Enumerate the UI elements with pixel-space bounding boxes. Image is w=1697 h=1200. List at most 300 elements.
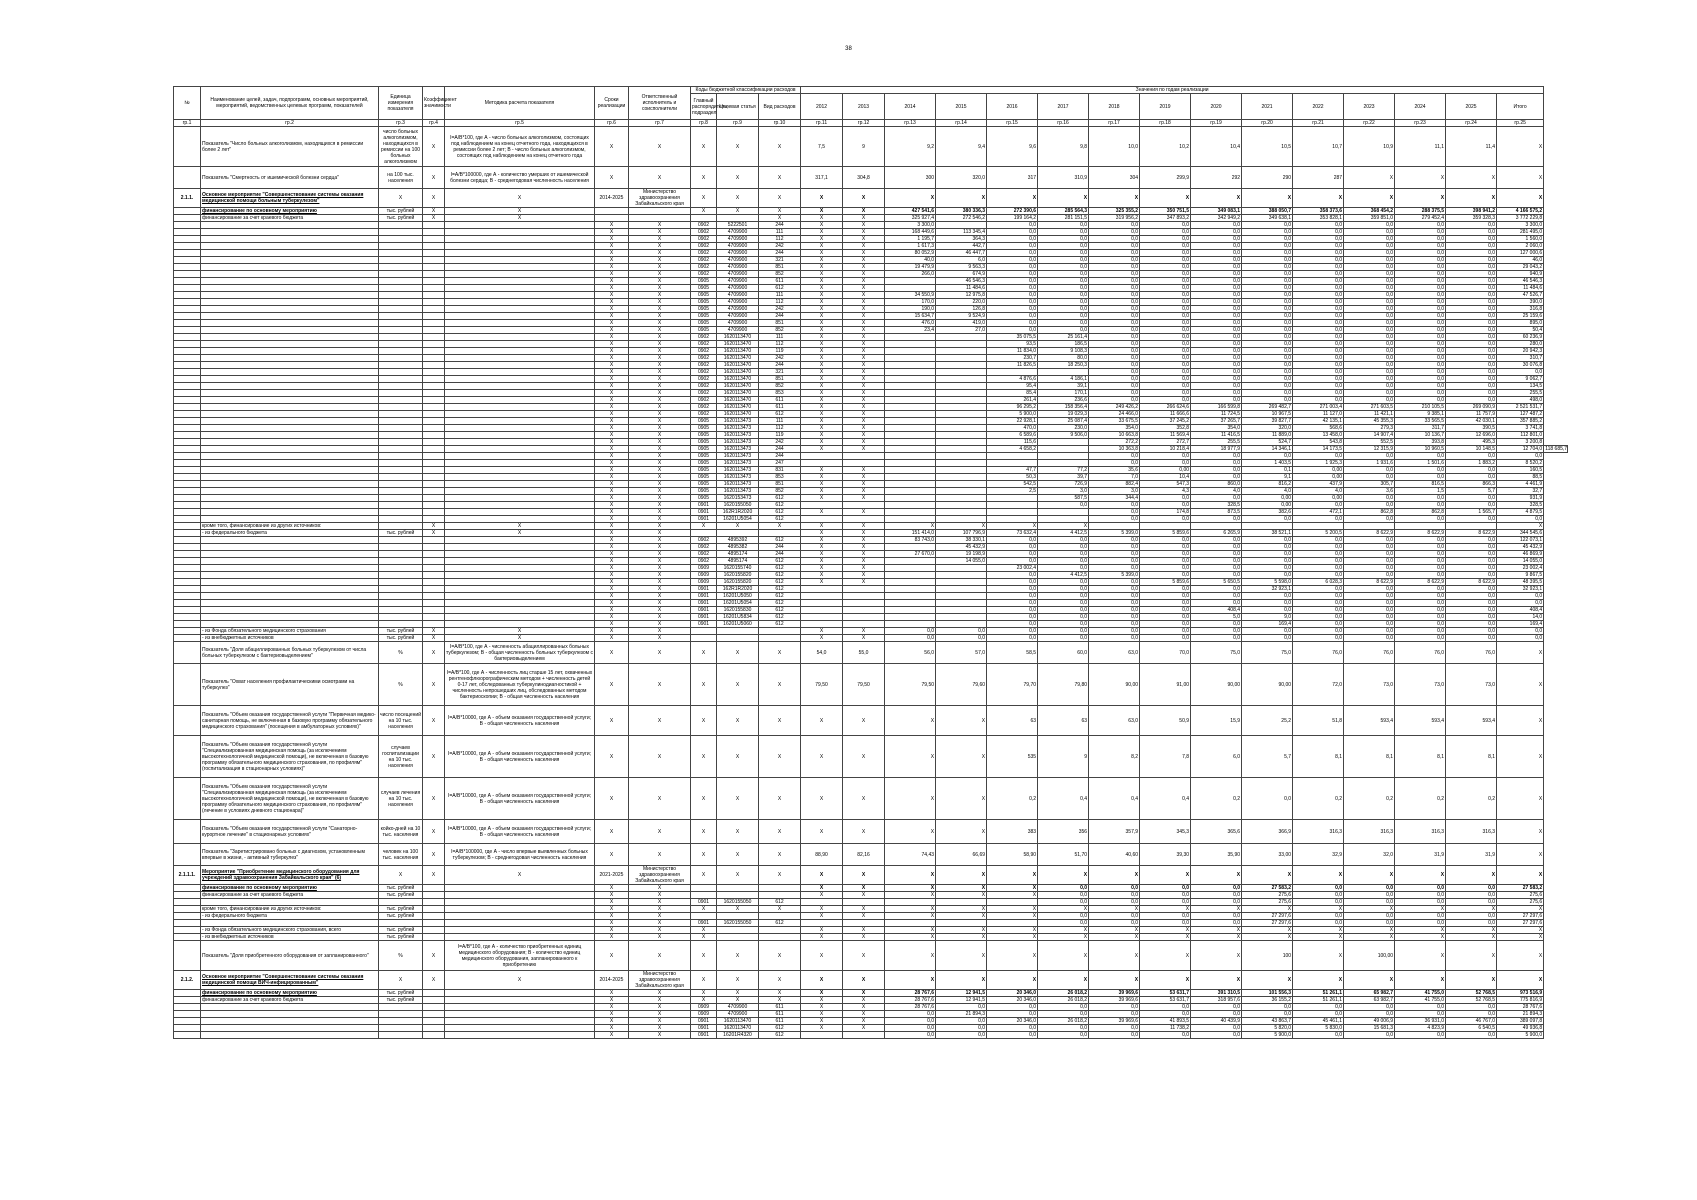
- row-empty: [174, 334, 201, 341]
- row-value: [885, 579, 936, 586]
- row-value: X: [843, 572, 885, 579]
- row-kbk-grbs: [691, 635, 717, 642]
- row-value: 4 166 575,2: [1497, 208, 1544, 215]
- row-kbk-csr: 5222501: [717, 222, 759, 229]
- row-kbk-vr: X: [759, 971, 801, 990]
- row-value: [885, 418, 936, 425]
- row-name: финансирование по основному мероприятию: [201, 990, 379, 997]
- row-method: [445, 250, 595, 257]
- row-value: 9 108,3: [1038, 348, 1089, 355]
- row-value: 12 696,0: [1446, 432, 1497, 439]
- row-value: 0,4: [1089, 778, 1140, 820]
- row-value: 0,0: [1038, 600, 1089, 607]
- row-value: 0,0: [1344, 306, 1395, 313]
- row-value: X: [1497, 844, 1544, 866]
- row-value: 10 148,5: [1446, 446, 1497, 453]
- row-value: 8 622,9: [1395, 579, 1446, 586]
- row-number: [174, 997, 201, 1004]
- row-value: X: [843, 439, 885, 446]
- row-value: X: [843, 250, 885, 257]
- column-number: гр.6: [595, 120, 629, 127]
- row-value: 498,0: [1497, 397, 1544, 404]
- row-empty: [423, 551, 445, 558]
- row-value: 118 685,7: [1545, 446, 1568, 452]
- row-coef: [423, 990, 445, 997]
- row-empty: [201, 383, 379, 390]
- row-method: [445, 537, 595, 544]
- row-value: 366,9: [1242, 820, 1293, 844]
- row-method: [445, 425, 595, 432]
- row-value: 882,4: [1089, 481, 1140, 488]
- row-value: 380 336,3: [936, 208, 987, 215]
- row-value: 873,5: [1191, 509, 1242, 516]
- row-value: X: [801, 866, 843, 885]
- row-empty: [201, 509, 379, 516]
- row-value: X: [1446, 934, 1497, 941]
- row-value: X: [1395, 167, 1446, 189]
- row-resp: X: [629, 369, 691, 376]
- row-coef: [423, 1032, 445, 1039]
- row-value: 476,0: [885, 320, 936, 327]
- row-value: 0,0: [1446, 558, 1497, 565]
- row-value: 0,0: [1191, 376, 1242, 383]
- row-term: X: [595, 453, 629, 460]
- row-value: [801, 593, 843, 600]
- row-resp: X: [629, 593, 691, 600]
- row-value: X: [843, 306, 885, 313]
- row-name: кроме того, финансирование из других источников:: [201, 523, 379, 530]
- row-kbk-csr: 1620155740: [717, 565, 759, 572]
- row-value: 190,0: [885, 306, 936, 313]
- row-resp: [629, 208, 691, 215]
- row-value: 0,0: [1497, 369, 1544, 376]
- table-row: [174, 383, 1568, 390]
- row-kbk-grbs: X: [691, 664, 717, 706]
- row-empty: [379, 607, 423, 614]
- row-term: X: [595, 460, 629, 467]
- row-value: [1038, 446, 1089, 453]
- row-term: X: [595, 327, 629, 334]
- row-kbk-grbs: [691, 530, 717, 537]
- row-value: [885, 460, 936, 467]
- row-resp: X: [629, 467, 691, 474]
- row-value: 9,1: [1242, 474, 1293, 481]
- row-value: 1 565,7: [1446, 509, 1497, 516]
- row-term: X: [595, 250, 629, 257]
- row-value: 1 403,5: [1242, 460, 1293, 467]
- row-value: [885, 341, 936, 348]
- row-value: X: [801, 481, 843, 488]
- row-resp: X: [629, 460, 691, 467]
- row-value: X: [801, 495, 843, 502]
- row-value: [885, 920, 936, 927]
- row-value: 0,0: [1038, 614, 1089, 621]
- row-value: 0,0: [1038, 1032, 1089, 1039]
- row-value: X: [843, 913, 885, 920]
- row-value: 40,60: [1089, 844, 1140, 866]
- row-value: 39 969,6: [1089, 990, 1140, 997]
- row-number: 2.1.2.: [174, 971, 201, 990]
- row-value: [885, 502, 936, 509]
- row-value: 5,7: [1242, 736, 1293, 778]
- row-value: 0,0: [1089, 1004, 1140, 1011]
- row-value: 0,0: [1242, 778, 1293, 820]
- row-value: 0,2: [1344, 778, 1395, 820]
- row-kbk-csr: 4709900: [717, 313, 759, 320]
- row-value: X: [1446, 927, 1497, 934]
- row-value: 0,0: [1140, 292, 1191, 299]
- row-empty: [423, 453, 445, 460]
- row-value: [885, 383, 936, 390]
- row-number: [174, 1025, 201, 1032]
- page-number: 38: [845, 46, 852, 52]
- row-resp: Министерство здравоохранения Забайкальского края: [629, 971, 691, 990]
- row-kbk-grbs: 0905: [691, 467, 717, 474]
- row-empty: [174, 236, 201, 243]
- row-value: 169,4: [1242, 621, 1293, 628]
- row-value: 39 827,7: [1242, 418, 1293, 425]
- row-kbk-csr: [717, 530, 759, 537]
- row-value: [936, 899, 987, 906]
- row-value: 0,0: [987, 250, 1038, 257]
- row-value: 0,0: [1344, 383, 1395, 390]
- row-value: X: [801, 628, 843, 635]
- col-year-header: 2019: [1140, 94, 1191, 120]
- row-value: 0,0: [1293, 572, 1344, 579]
- row-value: 0,0: [1191, 600, 1242, 607]
- row-method: [445, 376, 595, 383]
- row-method: X: [445, 530, 595, 537]
- row-value: [843, 586, 885, 593]
- row-value: 0,0: [1089, 892, 1140, 899]
- row-empty: [423, 222, 445, 229]
- row-value: 862,8: [1344, 509, 1395, 516]
- row-kbk-csr: 4709900: [717, 264, 759, 271]
- row-value: 91,00: [1140, 664, 1191, 706]
- column-number: гр.14: [936, 120, 987, 127]
- row-value: 11 484,6: [936, 285, 987, 292]
- row-value: 0,0: [1140, 621, 1191, 628]
- row-value: 0,0: [1446, 551, 1497, 558]
- row-value: 0,0: [1089, 376, 1140, 383]
- row-kbk-vr: X: [759, 642, 801, 664]
- row-value: [885, 558, 936, 565]
- row-method: [445, 327, 595, 334]
- row-kbk-vr: 852: [759, 271, 801, 278]
- row-resp: X: [629, 418, 691, 425]
- row-kbk-csr: 16201U5834: [717, 614, 759, 621]
- row-number: [174, 941, 201, 971]
- row-value: [1038, 453, 1089, 460]
- row-term: X: [595, 892, 629, 899]
- row-value: 0,0: [1293, 516, 1344, 523]
- row-coef: [423, 892, 445, 899]
- row-value: 0,0: [1089, 635, 1140, 642]
- row-value: 46 869,9: [1497, 551, 1544, 558]
- row-coef: [423, 1018, 445, 1025]
- row-value: 0,0: [1446, 355, 1497, 362]
- row-resp: X: [629, 453, 691, 460]
- row-value: 0,0: [1293, 278, 1344, 285]
- row-number: [174, 1004, 201, 1011]
- col-year-header: 2018: [1089, 94, 1140, 120]
- row-kbk-vr: 244: [759, 362, 801, 369]
- row-value: 0,0: [1293, 271, 1344, 278]
- row-kbk-csr: 16201R4320: [717, 1032, 759, 1039]
- row-value: 46 546,3: [1497, 278, 1544, 285]
- row-kbk-vr: 612: [759, 621, 801, 628]
- row-value: 20 346,0: [987, 1018, 1038, 1025]
- row-value: 0,0: [987, 635, 1038, 642]
- row-value: 79,60: [936, 664, 987, 706]
- row-term: X: [595, 920, 629, 927]
- row-value: 100,00: [1344, 941, 1395, 971]
- row-resp: X: [629, 327, 691, 334]
- row-resp: X: [629, 1018, 691, 1025]
- row-method: [445, 920, 595, 927]
- row-value: [843, 460, 885, 467]
- row-method: [445, 913, 595, 920]
- row-value: 0,0: [1191, 635, 1242, 642]
- row-value: 0,0: [1089, 362, 1140, 369]
- row-empty: [423, 439, 445, 446]
- row-value: [936, 460, 987, 467]
- row-value: 23 002,4: [987, 565, 1038, 572]
- table-row: [174, 369, 1568, 376]
- row-value: 4,0: [1293, 488, 1344, 495]
- row-coef: X: [423, 628, 445, 635]
- row-number: [174, 736, 201, 778]
- row-resp: X: [629, 474, 691, 481]
- row-kbk-grbs: X: [691, 523, 717, 530]
- row-kbk-grbs: 0901: [691, 509, 717, 516]
- row-value: 0,0: [1242, 320, 1293, 327]
- row-empty: [423, 502, 445, 509]
- row-value: 28 767,6: [885, 990, 936, 997]
- row-value: 93,5: [987, 341, 1038, 348]
- row-kbk-grbs: 0902: [691, 229, 717, 236]
- row-empty: [379, 397, 423, 404]
- row-value: 75,0: [1191, 642, 1242, 664]
- row-empty: [423, 558, 445, 565]
- row-value: 816,5: [1395, 481, 1446, 488]
- row-value: X: [1191, 189, 1242, 208]
- row-value: [1293, 523, 1344, 530]
- row-value: 0,0: [1242, 551, 1293, 558]
- row-value: 0,0: [1191, 327, 1242, 334]
- row-term: X: [595, 1018, 629, 1025]
- row-value: 0,0: [1344, 327, 1395, 334]
- row-method: [445, 474, 595, 481]
- row-value: 11 666,6: [1140, 411, 1191, 418]
- row-empty: [379, 341, 423, 348]
- row-name: кроме того, финансирование из других источников:: [201, 906, 379, 913]
- row-resp: X: [629, 236, 691, 243]
- row-kbk-vr: 612: [759, 285, 801, 292]
- table-row: [174, 502, 1568, 509]
- row-unit: [379, 1032, 423, 1039]
- column-number: гр.15: [987, 120, 1038, 127]
- row-kbk-vr: 112: [759, 341, 801, 348]
- row-value: 0,0: [1395, 278, 1446, 285]
- row-empty: [379, 565, 423, 572]
- row-value: 0,0: [1038, 292, 1089, 299]
- table-row: [174, 341, 1568, 348]
- row-value: 349 638,1: [1242, 215, 1293, 222]
- row-value: 47 526,7: [1497, 292, 1544, 299]
- row-kbk-csr: 1620113470: [717, 397, 759, 404]
- row-value: [1242, 523, 1293, 530]
- row-value: 15,9: [1191, 706, 1242, 736]
- row-value: [936, 481, 987, 488]
- row-number: [174, 990, 201, 997]
- row-value: 9 867,5: [1497, 572, 1544, 579]
- row-value: 50,9: [1140, 706, 1191, 736]
- row-value: 0,00: [1140, 467, 1191, 474]
- row-value: X: [1191, 906, 1242, 913]
- row-term: X: [595, 306, 629, 313]
- row-empty: [379, 614, 423, 621]
- row-value: 0,0: [1089, 621, 1140, 628]
- row-term: X: [595, 313, 629, 320]
- row-value: 0,0: [1395, 558, 1446, 565]
- row-kbk-grbs: 0902: [691, 411, 717, 418]
- row-coef: X: [423, 941, 445, 971]
- row-value: X: [1089, 927, 1140, 934]
- table-row: [174, 593, 1568, 600]
- row-method: [445, 1018, 595, 1025]
- row-value: X: [1395, 906, 1446, 913]
- row-kbk-vr: 612: [759, 558, 801, 565]
- row-kbk-grbs: 0905: [691, 299, 717, 306]
- row-kbk-vr: 244: [759, 453, 801, 460]
- row-empty: [423, 537, 445, 544]
- row-method: I=A/B*100, где А - численность лиц старше 15 лет, охваченных рентгенофлюорографическим методом + численность детей 0-17 лет, обследованных туберкулинодиагностикой + численность непрошедших лиц, обследованных методом бактериоскопии; В - общая численность населения: [445, 664, 595, 706]
- row-name: Показатель "Объем оказания государственной услуги "Специализированная медицинская помощь (за исключением высокотехнологичной медицинской помощи), не включенная в базовую программу обязательного медицинского страхования, по профилям" (лечение в условиях дневного стационара)": [201, 778, 379, 820]
- row-resp: X: [629, 1032, 691, 1039]
- row-value: 0,0: [1293, 257, 1344, 264]
- table-row: [174, 899, 1568, 906]
- row-value: 0,0: [1191, 1004, 1242, 1011]
- row-value: 3,6: [1344, 488, 1395, 495]
- col-coef-header: Коэффициент значимости: [423, 87, 445, 120]
- row-value: 0,0: [1191, 474, 1242, 481]
- row-value: 279,3: [1344, 425, 1395, 432]
- row-value: 0,0: [936, 1032, 987, 1039]
- row-value: 158 356,4: [1038, 404, 1089, 411]
- row-value: X: [801, 376, 843, 383]
- row-value: X: [801, 189, 843, 208]
- row-value: 0,0: [1395, 334, 1446, 341]
- row-value: 0,0: [1242, 341, 1293, 348]
- row-value: 0,0: [1395, 313, 1446, 320]
- row-value: 0,0: [1242, 313, 1293, 320]
- col-year-header: 2022: [1293, 94, 1344, 120]
- row-value: 288 375,5: [1395, 208, 1446, 215]
- row-coef: [423, 885, 445, 892]
- row-value: 0,0: [1038, 1004, 1089, 1011]
- row-value: 0,0: [1395, 229, 1446, 236]
- row-value: X: [843, 355, 885, 362]
- row-value: 18 250,3: [1038, 362, 1089, 369]
- row-value: 0,0: [1140, 362, 1191, 369]
- table-row: [174, 236, 1568, 243]
- row-kbk-csr: 1620155050: [717, 899, 759, 906]
- row-kbk-grbs: 0901: [691, 1032, 717, 1039]
- row-term: X: [595, 523, 629, 530]
- row-empty: [423, 271, 445, 278]
- row-value: 0,0: [1089, 920, 1140, 927]
- row-value: X: [843, 990, 885, 997]
- row-value: 0,0: [1293, 369, 1344, 376]
- row-value: 552,5: [1344, 439, 1395, 446]
- row-resp: X: [629, 558, 691, 565]
- row-method: [445, 292, 595, 299]
- row-value: [885, 278, 936, 285]
- row-value: 0,0: [1140, 635, 1191, 642]
- row-empty: [174, 376, 201, 383]
- row-value: 0,0: [1395, 607, 1446, 614]
- row-value: [936, 565, 987, 572]
- table-row: [174, 600, 1568, 607]
- row-value: 0,0: [1089, 341, 1140, 348]
- row-value: X: [1242, 189, 1293, 208]
- row-value: 0,0: [1140, 313, 1191, 320]
- row-value: X: [1293, 906, 1344, 913]
- row-empty: [379, 306, 423, 313]
- row-value: [936, 920, 987, 927]
- row-empty: [201, 320, 379, 327]
- row-value: X: [1140, 189, 1191, 208]
- row-value: X: [843, 320, 885, 327]
- row-value: [843, 621, 885, 628]
- row-value: [885, 467, 936, 474]
- row-kbk-vr: 112: [759, 236, 801, 243]
- row-value: 0,0: [1191, 537, 1242, 544]
- row-value: 0,0: [1038, 271, 1089, 278]
- row-value: [885, 390, 936, 397]
- row-value: X: [1344, 167, 1395, 189]
- row-kbk-vr: 853: [759, 390, 801, 397]
- row-value: 36 931,0: [1395, 1018, 1446, 1025]
- row-value: 0,0: [1191, 369, 1242, 376]
- row-kbk-vr: X: [759, 664, 801, 706]
- row-value: X: [1140, 927, 1191, 934]
- row-term: X: [595, 820, 629, 844]
- row-kbk-vr: X: [759, 167, 801, 189]
- row-value: 0,0: [1344, 369, 1395, 376]
- row-value: 14 907,4: [1344, 432, 1395, 439]
- row-kbk-vr: 851: [759, 376, 801, 383]
- row-value: 0,0: [1038, 313, 1089, 320]
- row-value: 0,0: [1140, 885, 1191, 892]
- col-name-header: Наименование целей, задач, подпрограмм, основных мероприятий, мероприятий, ведомственных целевых программ, показателей: [201, 87, 379, 120]
- row-empty: [379, 432, 423, 439]
- row-term: X: [595, 425, 629, 432]
- row-value: [936, 222, 987, 229]
- row-empty: [174, 383, 201, 390]
- row-value: [936, 425, 987, 432]
- row-term: X: [595, 292, 629, 299]
- table-row: [174, 1032, 1568, 1039]
- row-empty: [423, 257, 445, 264]
- row-kbk-grbs: 0901: [691, 1025, 717, 1032]
- row-value: X: [843, 383, 885, 390]
- row-empty: [423, 481, 445, 488]
- row-coef: X: [423, 866, 445, 885]
- row-kbk-csr: 16201U5050: [717, 593, 759, 600]
- row-kbk-vr: 119: [759, 432, 801, 439]
